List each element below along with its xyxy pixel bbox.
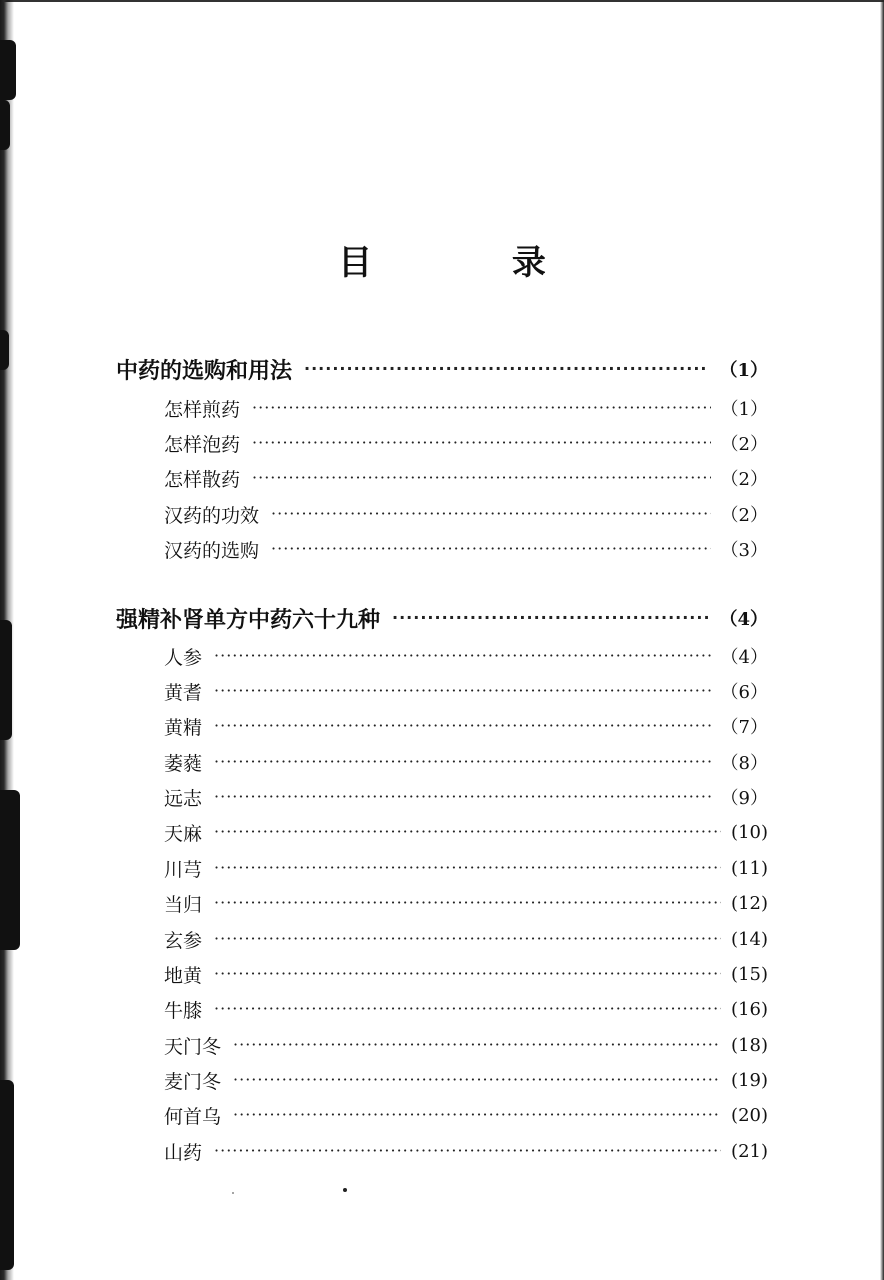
scan-left-blot <box>0 620 12 740</box>
toc-page-number: (21) <box>731 1140 768 1162</box>
toc-page-number: （2） <box>720 505 768 526</box>
toc-entry <box>164 428 768 458</box>
toc-entry <box>164 676 768 706</box>
toc-entry-title: 地黄 <box>164 964 203 987</box>
toc-leader-dots <box>214 853 721 883</box>
toc-entry-title: 天麻 <box>164 822 203 845</box>
toc-entry <box>164 499 768 529</box>
toc-page-number: （8） <box>720 753 768 774</box>
scan-right-edge <box>880 0 884 1280</box>
toc-entry <box>164 1136 768 1166</box>
toc-page-number: (12) <box>731 892 768 914</box>
toc-section-1 <box>116 354 768 384</box>
toc-page-number: （4） <box>719 609 768 630</box>
toc-page-number: （9） <box>720 788 768 809</box>
toc-entry-title: 当归 <box>164 893 203 916</box>
toc-leader-dots <box>304 354 709 384</box>
toc-leader-dots <box>214 782 711 812</box>
toc-page-number: (14) <box>731 928 768 950</box>
toc-page-number: (19) <box>731 1069 768 1091</box>
toc-page-number: （4） <box>720 647 768 668</box>
toc-leader-dots <box>271 499 711 529</box>
toc-leader-dots <box>214 641 711 671</box>
toc-page-number: （2） <box>720 469 768 490</box>
toc-entry-title: 怎样煎药 <box>164 398 241 421</box>
scan-left-blot <box>0 330 9 370</box>
toc-page-number: (20) <box>731 1104 768 1126</box>
toc-page-number: （3） <box>720 540 768 561</box>
scan-left-blot <box>0 100 10 150</box>
scan-left-blot <box>0 790 20 950</box>
toc-entry <box>164 1100 768 1130</box>
toc-entry-title: 天门冬 <box>164 1035 222 1058</box>
toc-page-number: （2） <box>720 434 768 455</box>
toc-leader-dots <box>214 676 711 706</box>
toc-leader-dots <box>214 924 721 954</box>
toc-entry-title: 山药 <box>164 1141 203 1164</box>
toc-entry <box>164 534 768 564</box>
toc-leader-dots <box>252 463 711 493</box>
toc-entry <box>164 711 768 741</box>
scan-left-blot <box>0 1080 14 1270</box>
toc-entry <box>164 888 768 918</box>
toc-entry-title: 黄精 <box>164 716 203 739</box>
toc-leader-dots <box>214 994 721 1024</box>
toc-entry <box>164 1065 768 1095</box>
toc-entry-title: 玄参 <box>164 929 203 952</box>
toc-leader-dots <box>233 1065 721 1095</box>
toc-section-title: 中药的选购和用法 <box>116 358 293 384</box>
scan-speck <box>232 1192 234 1194</box>
toc-page-number: (16) <box>731 998 768 1020</box>
toc-entry <box>164 924 768 954</box>
toc-leader-dots <box>214 888 721 918</box>
toc-leader-dots <box>214 817 721 847</box>
scan-left-blot <box>0 40 16 100</box>
toc-entry <box>164 959 768 989</box>
toc-leader-dots <box>233 1100 721 1130</box>
toc-page-number: (11) <box>731 857 768 879</box>
toc-entry-title: 萎蕤 <box>164 752 203 775</box>
toc-page-number: （1） <box>719 360 768 381</box>
toc-section-2 <box>116 603 768 633</box>
toc-entry-title: 怎样泡药 <box>164 433 241 456</box>
toc-leader-dots <box>271 534 711 564</box>
toc-page-number: (18) <box>731 1034 768 1056</box>
toc-entry-title: 何首乌 <box>164 1105 222 1128</box>
scan-speck <box>343 1188 347 1192</box>
toc-leader-dots <box>214 959 721 989</box>
toc-entry-title: 汉药的功效 <box>164 504 260 527</box>
toc-entry <box>164 463 768 493</box>
toc-page-number: （1） <box>720 399 768 420</box>
toc-page-number: （6） <box>720 682 768 703</box>
toc-leader-dots <box>214 711 711 741</box>
toc-entry-title: 牛膝 <box>164 999 203 1022</box>
toc-entry-title: 远志 <box>164 787 203 810</box>
toc-section-title: 强精补肾单方中药六十九种 <box>116 607 381 633</box>
toc-entry-title: 黄耆 <box>164 681 203 704</box>
toc-entry <box>164 747 768 777</box>
toc-entry-title: 人参 <box>164 646 203 669</box>
toc-leader-dots <box>214 747 711 777</box>
toc-entry <box>164 1030 768 1060</box>
toc-leader-dots <box>252 428 711 458</box>
toc-entry-title: 怎样散药 <box>164 468 241 491</box>
toc-entry <box>164 393 768 423</box>
page-title: 目 录 <box>338 243 610 283</box>
toc-leader-dots <box>252 393 711 423</box>
toc-entry-title: 汉药的选购 <box>164 539 260 562</box>
toc-entry <box>164 853 768 883</box>
toc-leader-dots <box>214 1136 721 1166</box>
toc-page-number: (15) <box>731 963 768 985</box>
toc-entry-title: 川芎 <box>164 858 203 881</box>
toc-entry <box>164 641 768 671</box>
toc-leader-dots <box>233 1030 721 1060</box>
toc-entry <box>164 994 768 1024</box>
toc-page-number: (10) <box>731 821 768 843</box>
toc-entry-title: 麦门冬 <box>164 1070 222 1093</box>
toc-entry <box>164 782 768 812</box>
scan-top-edge <box>0 0 884 2</box>
toc-entry <box>164 817 768 847</box>
toc-page-number: （7） <box>720 717 768 738</box>
toc-leader-dots <box>392 603 709 633</box>
